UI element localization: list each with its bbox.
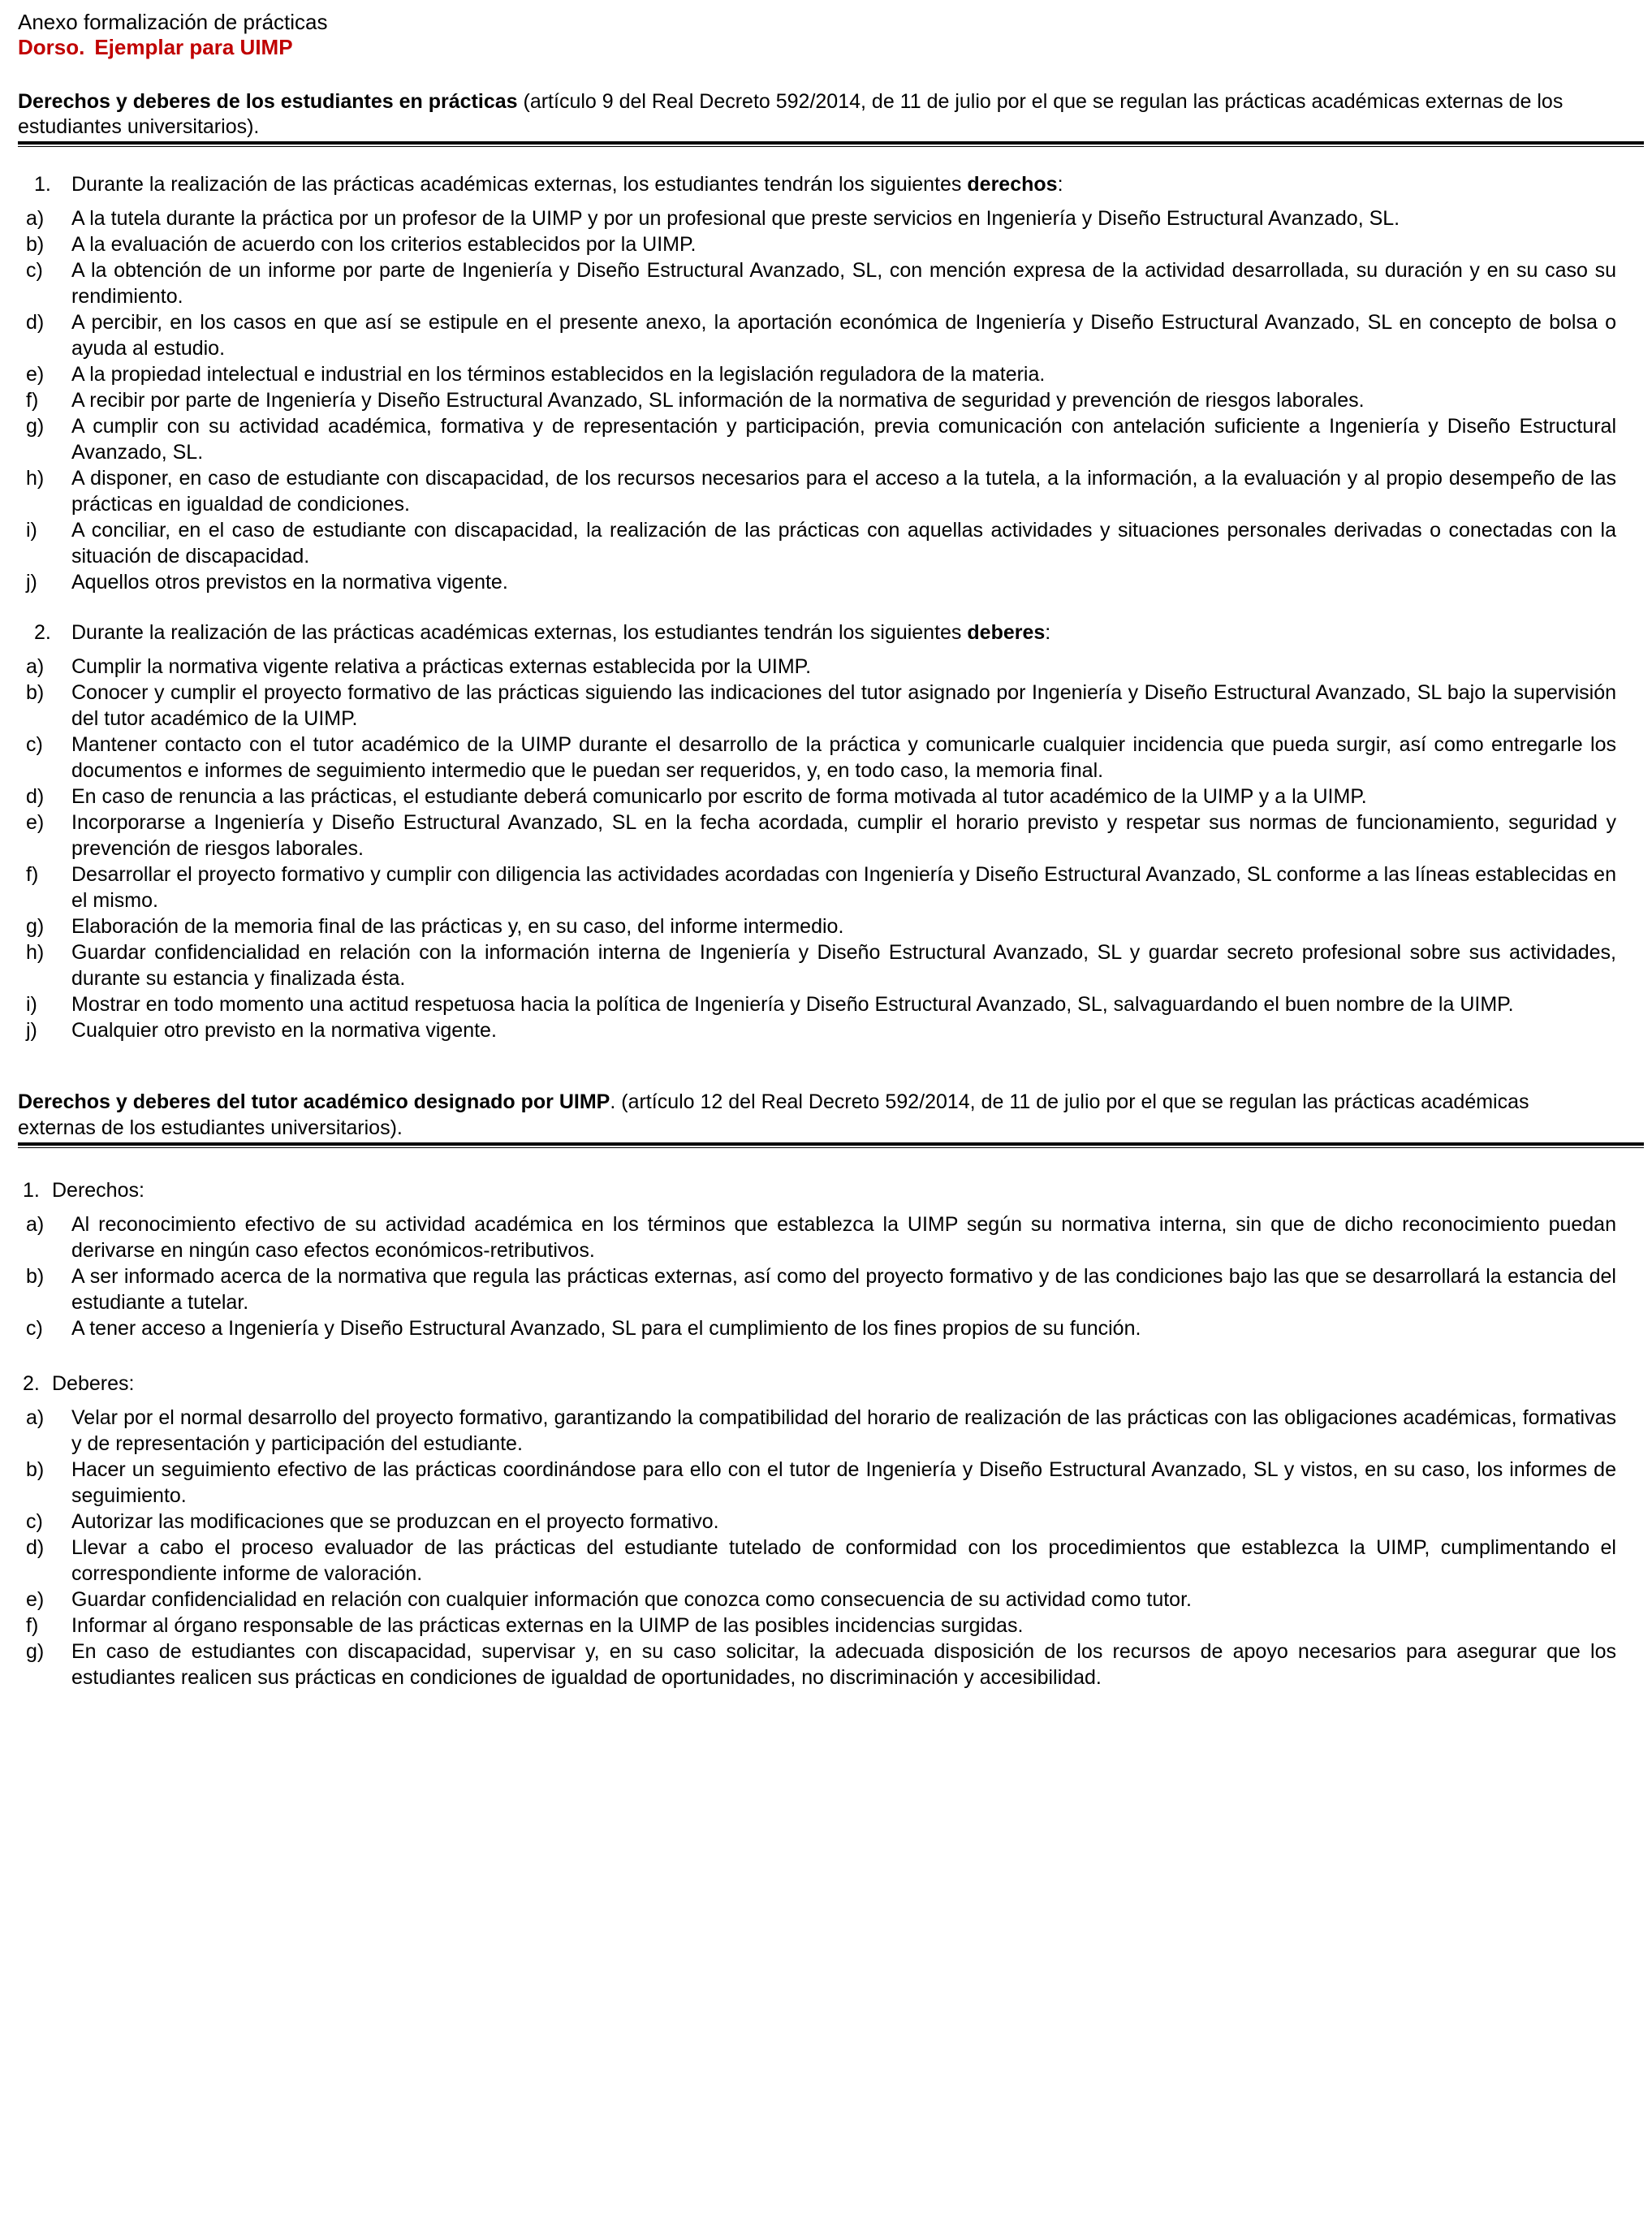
- list-marker: e): [26, 811, 45, 834]
- list-marker: d): [26, 785, 45, 808]
- list-text: A la evaluación de acuerdo con los criterios establecidos por la UIMP.: [71, 233, 697, 256]
- list-text: Deberes:: [52, 1372, 135, 1395]
- list-item: [18, 1263, 1620, 1315]
- list-item: [18, 913, 1620, 939]
- list-item: [18, 1639, 1620, 1690]
- list-text: Al reconocimiento efectivo de su actividad académica en los términos que establezca la UIMP según su normativa interna, sin que de dicho reconocimiento puedan derivarse en ningún caso efectos económicos-retributivos.: [71, 1213, 1616, 1262]
- list-text: A ser informado acerca de la normativa que regula las prácticas externas, así como del proyecto formativo y de las condiciones bajo las que se desarrollará la estancia del estudiante a tutelar.: [71, 1265, 1616, 1314]
- list-item: [18, 680, 1620, 732]
- list-marker: 2.: [23, 1372, 40, 1395]
- list-item: [18, 231, 1620, 257]
- list-text: [71, 620, 1620, 646]
- header-copy-recipient: Ejemplar para UIMP: [94, 35, 293, 59]
- list-text: A disponer, en caso de estudiante con discapacidad, de los recursos necesarios para el acceso a la tutela, a la información, a la evaluación y al propio desempeño de las prácticas en igualdad de condiciones.: [71, 467, 1616, 516]
- list-marker: f): [26, 389, 39, 412]
- list-marker: g): [26, 415, 45, 438]
- students-deberes-heading: [18, 620, 1620, 646]
- students-derechos-list: [18, 205, 1620, 595]
- students-section-title-rest: (artículo 9 del Real Decreto 592/2014, de 11 de julio por el que se regulan las prácticas académicas externas de los estudiantes universitarios).: [18, 90, 1564, 138]
- list-marker: 1.: [34, 173, 51, 196]
- list-item: [18, 939, 1620, 991]
- list-text: Llevar a cabo el proceso evaluador de las prácticas del estudiante tutelado de conformidad con los procedimientos que establezca la UIMP, cumplimentando el correspondiente informe de valoración.: [71, 1536, 1616, 1585]
- list-text: En caso de estudiantes con discapacidad, supervisar y, en su caso solicitar, la adecuada disposición de los recursos de apoyo necesarios para asegurar que los estudiantes realicen sus prácticas en condiciones de igualdad de oportunidades, no discriminación y accesibilidad.: [71, 1640, 1616, 1689]
- students-section-title-bold: Derechos y deberes de los estudiantes en prácticas: [18, 90, 518, 113]
- list-marker: i): [26, 519, 37, 542]
- tutor-derechos-heading: [18, 1177, 1620, 1203]
- list-text: Cumplir la normativa vigente relativa a prácticas externas establecida por la UIMP.: [71, 655, 812, 678]
- list-text: Elaboración de la memoria final de las prácticas y, en su caso, del informe intermedio.: [71, 915, 844, 938]
- header-copy-side: Dorso.: [18, 35, 85, 59]
- list-item: [18, 361, 1620, 387]
- list-marker: a): [26, 655, 45, 678]
- list-item: [18, 810, 1620, 861]
- lead-text-a: Durante la realización de las prácticas académicas externas, los estudiantes tendrán los siguientes: [71, 621, 968, 644]
- tutor-deberes-heading: [18, 1371, 1620, 1397]
- list-marker: c): [26, 733, 43, 756]
- list-item: [18, 991, 1620, 1017]
- list-item: [18, 1017, 1620, 1043]
- section-divider-tutor: [18, 1142, 1644, 1148]
- list-item: [18, 309, 1620, 361]
- list-marker: e): [26, 1588, 45, 1611]
- list-marker: b): [26, 233, 45, 256]
- list-text: A percibir, en los casos en que así se estipule en el presente anexo, la aportación económica de Ingeniería y Diseño Estructural Avanzado, SL en concepto de bolsa o ayuda al estudio.: [71, 311, 1616, 360]
- list-text: Autorizar las modificaciones que se produzcan en el proyecto formativo.: [71, 1510, 719, 1533]
- list-item: [18, 784, 1620, 810]
- list-marker: a): [26, 207, 45, 230]
- list-item: [18, 1211, 1620, 1263]
- list-text: [71, 171, 1620, 197]
- list-item: [18, 1405, 1620, 1457]
- list-text: Aquellos otros previstos en la normativa vigente.: [71, 571, 508, 594]
- students-deberes-list: [18, 654, 1620, 1043]
- list-text: Cualquier otro previsto en la normativa vigente.: [71, 1019, 497, 1042]
- list-marker: b): [26, 1458, 45, 1481]
- section-divider-students: [18, 141, 1644, 147]
- list-text: Velar por el normal desarrollo del proyecto formativo, garantizando la compatibilidad del horario de realización de las prácticas con las obligaciones académicas, formativas y de representación y participación del estudiante.: [71, 1406, 1616, 1455]
- list-item: [18, 387, 1620, 413]
- list-item: [18, 205, 1620, 231]
- list-item: [18, 1587, 1620, 1613]
- document-header: [18, 10, 1620, 60]
- list-item: [18, 1509, 1620, 1535]
- list-marker: a): [26, 1213, 45, 1236]
- list-marker: f): [26, 863, 39, 886]
- tutor-section-title-bold: Derechos y deberes del tutor académico designado por UIMP: [18, 1090, 610, 1113]
- list-item: [18, 569, 1620, 595]
- lead-text-bold: derechos: [967, 173, 1058, 196]
- list-text: A la propiedad intelectual e industrial en los términos establecidos en la legislación reguladora de la materia.: [71, 363, 1046, 386]
- header-copy-label: [18, 35, 1620, 60]
- list-marker: h): [26, 941, 45, 964]
- tutor-derechos-list: [18, 1211, 1620, 1341]
- list-text: Incorporarse a Ingeniería y Diseño Estructural Avanzado, SL en la fecha acordada, cumplir el horario previsto y respetar sus normas de funcionamiento, seguridad y prevención de riesgos laborales.: [71, 811, 1616, 860]
- list-text: Desarrollar el proyecto formativo y cumplir con diligencia las actividades acordadas con Ingeniería y Diseño Estructural Avanzado, SL conforme a las líneas establecidas en el mismo.: [71, 863, 1616, 912]
- list-marker: j): [26, 571, 37, 594]
- list-item: [18, 654, 1620, 680]
- list-marker: g): [26, 1640, 45, 1663]
- list-item: [18, 861, 1620, 913]
- list-marker: g): [26, 915, 45, 938]
- list-text: A recibir por parte de Ingeniería y Diseño Estructural Avanzado, SL información de la normativa de seguridad y prevención de riesgos laborales.: [71, 389, 1365, 412]
- list-text: Hacer un seguimiento efectivo de las prácticas coordinándose para ello con el tutor de Ingeniería y Diseño Estructural Avanzado, SL y vistos, en su caso, los informes de seguimiento.: [71, 1458, 1616, 1507]
- list-item: [18, 1535, 1620, 1587]
- tutor-section-title: [18, 1089, 1620, 1141]
- list-marker: 1.: [23, 1179, 40, 1202]
- list-marker: e): [26, 363, 45, 386]
- list-text: A conciliar, en el caso de estudiante con discapacidad, la realización de las prácticas con aquellas actividades y situaciones personales derivadas o conectadas con la situación de discapacidad.: [71, 519, 1616, 568]
- list-text: Informar al órgano responsable de las prácticas externas en la UIMP de las posibles incidencias surgidas.: [71, 1614, 1024, 1637]
- tutor-deberes-list: [18, 1405, 1620, 1690]
- list-text: A cumplir con su actividad académica, formativa y de representación y participación, previa comunicación con antelación suficiente a Ingeniería y Diseño Estructural Avanzado, SL.: [71, 415, 1616, 464]
- list-item: [18, 257, 1620, 309]
- list-marker: i): [26, 993, 37, 1016]
- list-marker: b): [26, 681, 45, 704]
- list-marker: c): [26, 1510, 43, 1533]
- lead-text-b: :: [1057, 173, 1063, 196]
- list-text: A la obtención de un informe por parte de Ingeniería y Diseño Estructural Avanzado, SL, con mención expresa de la actividad desarrollada, su duración y en su caso su rendimiento.: [71, 259, 1616, 308]
- list-item: [18, 1457, 1620, 1509]
- list-text: A tener acceso a Ingeniería y Diseño Estructural Avanzado, SL para el cumplimiento de los fines propios de su función.: [71, 1317, 1141, 1340]
- tutor-section-title-rest: . (artículo 12 del Real Decreto 592/2014, de 11 de julio por el que se regulan las prácticas académicas externas de los estudiantes universitarios).: [18, 1090, 1529, 1139]
- list-marker: f): [26, 1614, 39, 1637]
- list-text: Guardar confidencialidad en relación con cualquier información que conozca como consecuencia de su actividad como tutor.: [71, 1588, 1192, 1611]
- list-marker: c): [26, 1317, 43, 1340]
- list-text: Mantener contacto con el tutor académico de la UIMP durante el desarrollo de la práctica y comunicarle cualquier incidencia que pueda surgir, así como entregarle los documentos e informes de seguimiento intermedio que le puedan ser requeridos, y, en todo caso, la memoria final.: [71, 733, 1616, 782]
- list-text: Mostrar en todo momento una actitud respetuosa hacia la política de Ingeniería y Diseño Estructural Avanzado, SL, salvaguardando el buen nombre de la UIMP.: [71, 993, 1514, 1016]
- list-marker: c): [26, 259, 43, 282]
- lead-text-a: Durante la realización de las prácticas académicas externas, los estudiantes tendrán los siguientes: [71, 173, 968, 196]
- list-marker: h): [26, 467, 45, 490]
- list-item: [18, 517, 1620, 569]
- header-annex-title: Anexo formalización de prácticas: [18, 10, 328, 34]
- list-item: [18, 1315, 1620, 1341]
- lead-text-bold: deberes: [967, 621, 1046, 644]
- list-item: [18, 1613, 1620, 1639]
- list-text: En caso de renuncia a las prácticas, el estudiante deberá comunicarlo por escrito de forma motivada al tutor académico de la UIMP y a la UIMP.: [71, 785, 1367, 808]
- list-text: Conocer y cumplir el proyecto formativo de las prácticas siguiendo las indicaciones del tutor asignado por Ingeniería y Diseño Estructural Avanzado, SL bajo la supervisión del tutor académico de la UIMP.: [71, 681, 1616, 730]
- list-text: Guardar confidencialidad en relación con la información interna de Ingeniería y Diseño Estructural Avanzado, SL y guardar secreto profesional sobre sus actividades, durante su estancia y finalizada ésta.: [71, 941, 1616, 990]
- list-marker: b): [26, 1265, 45, 1288]
- list-item: [18, 732, 1620, 784]
- list-marker: a): [26, 1406, 45, 1429]
- list-marker: j): [26, 1019, 37, 1042]
- list-text: Derechos:: [52, 1179, 144, 1202]
- students-section-title: [18, 89, 1620, 140]
- list-item: [18, 413, 1620, 465]
- list-item: [18, 465, 1620, 517]
- list-marker: d): [26, 1536, 45, 1559]
- list-marker: d): [26, 311, 45, 334]
- list-text: A la tutela durante la práctica por un profesor de la UIMP y por un profesional que preste servicios en Ingeniería y Diseño Estructural Avanzado, SL.: [71, 207, 1400, 230]
- lead-text-b: :: [1045, 621, 1051, 644]
- list-marker: 2.: [34, 621, 51, 644]
- students-derechos-heading: [18, 171, 1620, 197]
